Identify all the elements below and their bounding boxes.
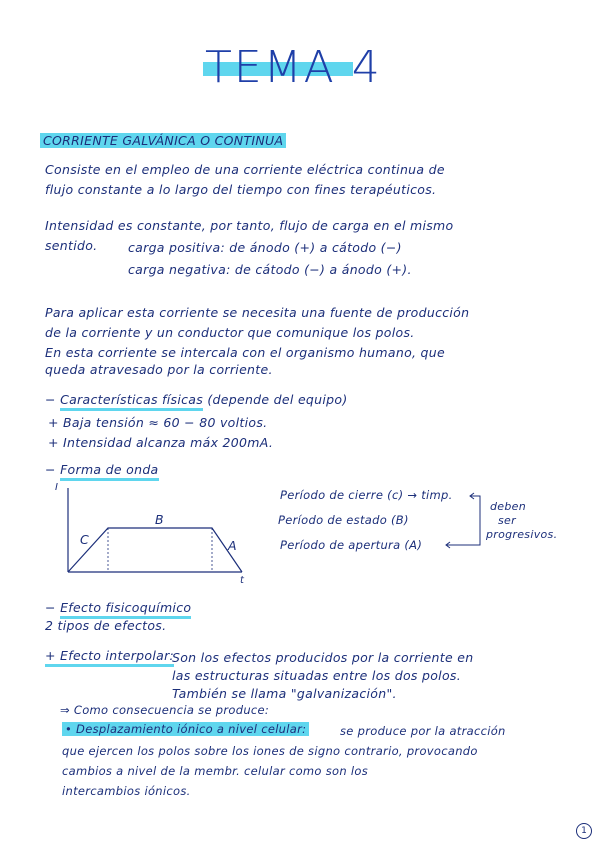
- text-line: de la corriente y un conductor que comunique los polos.: [45, 325, 415, 340]
- trapezoid-wave: [68, 528, 242, 572]
- section-heading-corriente: CORRIENTE GALVÁNICA O CONTINUA: [40, 133, 286, 148]
- section-heading-caracteristicas: − Características físicas (depende del equipo): [45, 392, 348, 407]
- axis-label-t: t: [240, 575, 245, 586]
- text-line: intercambios iónicos.: [62, 784, 191, 798]
- page-title: TEMA 4: [205, 42, 382, 93]
- wave-label-c: C: [80, 532, 90, 547]
- text-line: Consiste en el empleo de una corriente eléctrica continua de: [45, 162, 445, 177]
- text-line: Para aplicar esta corriente se necesita una fuente de producción: [45, 305, 470, 320]
- text-line: ⇒ Como consecuencia se produce:: [60, 703, 270, 717]
- wave-label-b: B: [155, 512, 164, 527]
- text-line: flujo constante a lo largo del tiempo con fines terapéuticos.: [45, 182, 437, 197]
- bracket: [446, 496, 480, 545]
- text-line: carga positiva: de ánodo (+) a cátodo (−): [128, 240, 402, 255]
- text-line: Son los efectos producidos por la corriente en: [172, 650, 474, 665]
- wave-label-a: A: [228, 538, 237, 553]
- desplazamiento-highlight: • Desplazamiento iónico a nivel celular:: [62, 722, 309, 736]
- text-line: las estructuras situadas entre los dos polos.: [172, 668, 461, 683]
- period-label: Período de cierre (c) → timp.: [280, 488, 453, 502]
- period-label: Período de apertura (A): [280, 538, 423, 552]
- text-line: queda atravesado por la corriente.: [45, 362, 273, 377]
- list-item: + Intensidad alcanza máx 200mA.: [48, 435, 274, 450]
- text-line: cambios a nivel de la membr. celular como son los: [62, 764, 369, 778]
- period-label: Período de estado (B): [278, 513, 409, 527]
- text-line: se produce por la atracción: [340, 724, 506, 738]
- text-line: 2 tipos de efectos.: [45, 618, 167, 633]
- page-number: 1: [576, 823, 592, 839]
- list-item: + Baja tensión ≈ 60 − 80 voltios.: [48, 415, 268, 430]
- interpolar-label: + Efecto interpolar:: [45, 648, 174, 663]
- text-line: Intensidad es constante, por tanto, flujo de carga en el mismo: [45, 218, 454, 233]
- section-heading-efecto: − Efecto fisicoquímico: [45, 600, 191, 615]
- text-line: carga negativa: de cátodo (−) a ánodo (+).: [128, 262, 412, 277]
- bracket-note: deben: [490, 500, 526, 513]
- bracket-note: progresivos.: [486, 528, 558, 541]
- bracket-note: ser: [498, 514, 516, 527]
- text-line: que ejercen los polos sobre los iones de signo contrario, provocando: [62, 744, 478, 758]
- axis-label-i: I: [55, 482, 59, 493]
- text-line: En esta corriente se intercala con el organismo humano, que: [45, 345, 446, 360]
- text-line: También se llama "galvanización".: [172, 686, 397, 701]
- section-heading-forma: − Forma de onda: [45, 462, 159, 477]
- text-line: sentido.: [45, 238, 98, 253]
